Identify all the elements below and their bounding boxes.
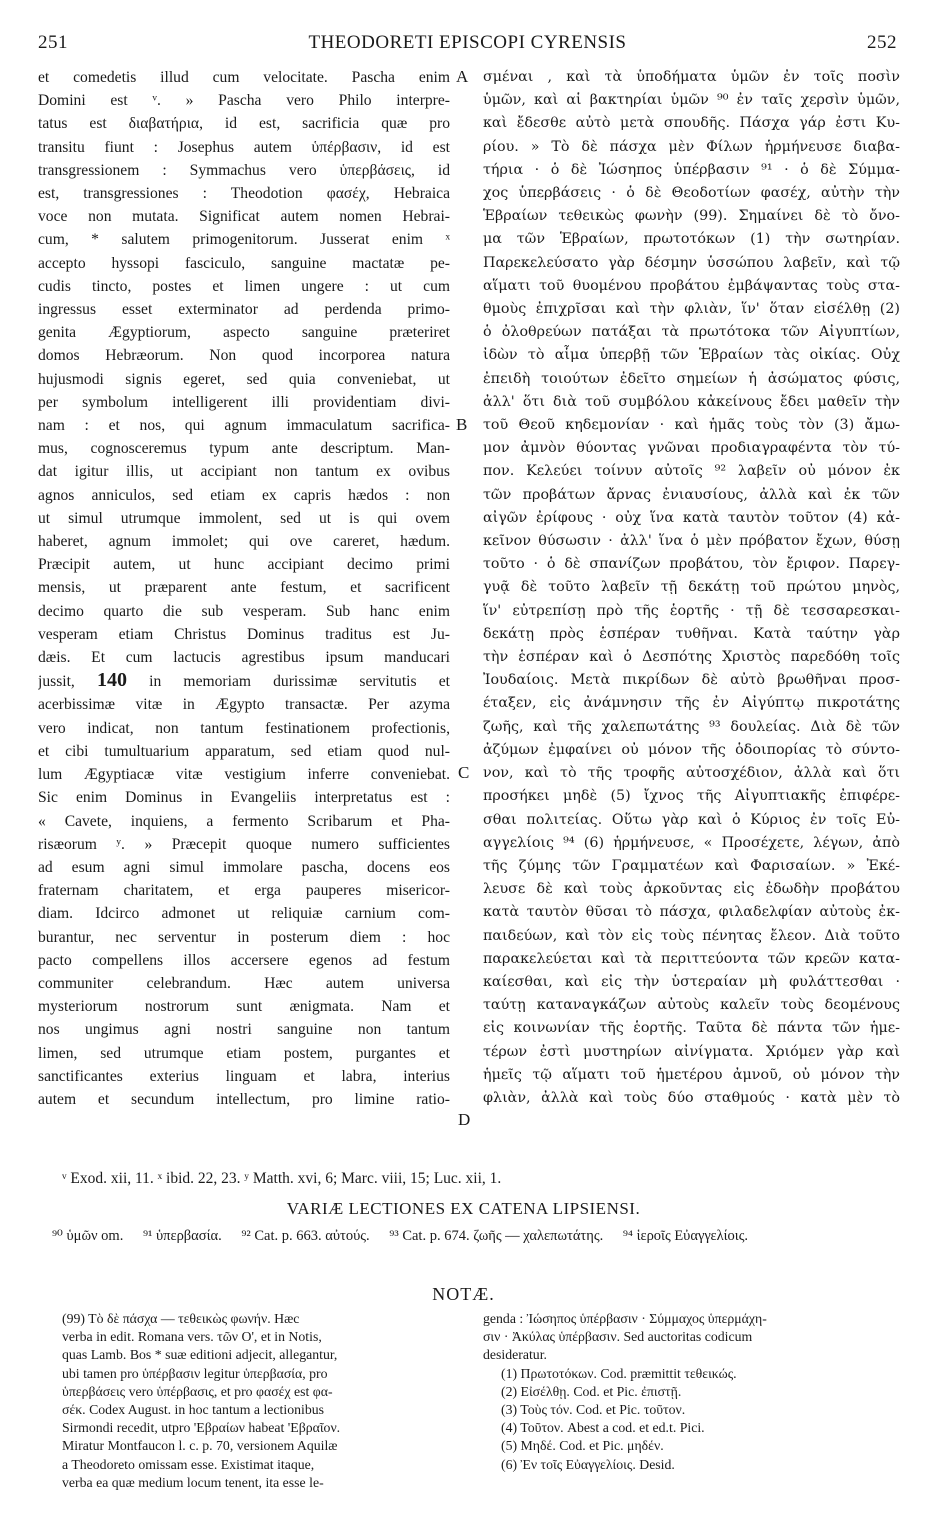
running-head: [38, 32, 897, 56]
variant-reading: ⁹¹ ὑπερβασία.: [142, 1228, 222, 1244]
variae-lectiones-title: VARIÆ LECTIONES EX CATENA LIPSIENSI.: [286, 1199, 641, 1218]
latin-line: genita Ægyptiorum, aspecto sanguine præteriret: [38, 324, 450, 342]
note-list-item: (1) Πρωτοτόκων. Cod. præmittit τεθεικώς.: [501, 1365, 737, 1381]
latin-line: Præcipit autem, ut hunc accipiant decimo primi: [38, 556, 450, 574]
latin-line: voce non mutata. Significat autem nomen Hebrai-: [38, 208, 450, 226]
margin-letter-b: B: [456, 415, 468, 434]
note-line: verba in edit. Romana vers. τῶν Ο', et in Notis,: [62, 1329, 322, 1345]
variae-lectiones: [52, 1226, 900, 1247]
note-list-item: (5) Μηδέ. Cod. et Pic. μηδέν.: [501, 1438, 664, 1454]
greek-line: προσήκει μηδὲ (5) ἴχνος τῆς Αἰγυπτιακῆς ἐπιφέρε-: [483, 788, 900, 805]
latin-line: et cibi tumultuarium apparatum, sed etiam quod nul-: [38, 742, 450, 760]
latin-line: accepto hyssopi fasciculo, sanguine mactatæ pe-: [38, 254, 450, 272]
latin-line: acerbissimæ vitæ in Ægypto transactæ. Per azyma: [38, 696, 450, 714]
greek-line: τέρων ἐστὶ μυστηρίων αἰνίγματα. Χριόμεν γὰρ καὶ: [483, 1043, 900, 1060]
note-line: quas Lamb. Bos * suæ editioni adjecit, allegantur,: [62, 1347, 338, 1363]
latin-line: Domini est ᵛ. » Pascha vero Philo interpre-: [38, 92, 450, 110]
note-line: ubi tamen pro ὑπέρβασιν legitur ὑπερβασία, pro: [62, 1365, 328, 1381]
latin-line: « Cavete, inquiens, a fermento Scribarum et Pha-: [38, 812, 450, 830]
page-title: THEODORETI EPISCOPI CYRENSIS: [308, 32, 627, 53]
latin-line: sanctificantes exterius linguam et labra, interius: [38, 1067, 450, 1085]
latin-line: vesperam etiam Christus Dominus traditus est Ju-: [38, 625, 450, 643]
greek-line: ἡμεῖς τῷ αἵματι τοῦ ἡμετέρου ἀμνοῦ, οὐ μόνον τὴν: [483, 1066, 900, 1083]
latin-line: est, transgressiones : Theodotion φασέχ, Hebraica: [38, 185, 450, 203]
greek-line: τῶν προβάτων ἄρνας ἐνιαυσίους, ἀλλὰ καὶ ἐκ τῶν: [483, 486, 900, 503]
note-list-item: (6) Ἐν τοῖς Εὐαγγελίοις. Desid.: [501, 1456, 675, 1472]
greek-line: σμέναι , καὶ τὰ ὑποδήματα ὑμῶν ἐν τοῖς ποσὶν: [483, 69, 900, 85]
latin-word-jussit: jussit,: [38, 673, 75, 691]
note-line: Miratur Montfaucon l. c. p. 70, versionem Aquilæ: [62, 1438, 338, 1454]
latin-line: limen, sed utrumque etiam postem, purgantes et: [38, 1044, 450, 1062]
greek-line: ρίου. » Τὸ δὲ πάσχα μὲν Φίλων ἡρμήνευσε διαβα-: [483, 138, 900, 155]
latin-line: per symbolum intelligerent illi providentiam divi-: [38, 393, 450, 411]
latin-line: hujusmodi signis egeret, sed quia conveniebat, ut: [38, 370, 450, 388]
greek-line: Ἑβραίων τεθεικὼς φωνὴν (99). Σημαίνει δὲ τὸ ὄνο-: [483, 208, 900, 225]
notae-left-column: [62, 1310, 452, 1492]
greek-line: ζωῆς, καὶ τῆς χαλεπωτάτης ⁹³ δουλείας. Διὰ δὲ τῶν: [483, 718, 900, 735]
greek-line: χος ὑπερβάσεις · ὁ δὲ Θεοδοτίων φασέχ, αὐτὴν τὴν: [483, 185, 900, 202]
greek-line: αἰγῶν ἐρίφους · οὐχ ἵνα κατὰ ταυτὸν τοῦτον (4) κἀ-: [483, 509, 900, 526]
latin-line: burantur, nec serventur in posterum diem : hoc: [38, 928, 450, 946]
latin-line: mus, cognosceremus typum ante descriptum. Man-: [38, 440, 450, 458]
note-line: Sirmondi recedit, utpro 'Εβραίων habeat 'Εβραῖον.: [62, 1420, 341, 1436]
latin-column: [38, 66, 450, 1111]
greek-line: ἀλλ' ὅτι διὰ τοῦ συμβόλου κἀκείνους ἔδει μαθεῖν τὴν: [483, 393, 900, 410]
page-number-right: 252: [867, 32, 897, 53]
greek-line: ἵν' εὐτρεπίσῃ πρὸ τῆς ἑορτῆς · τῇ δὲ τεσσαρεσκαι-: [483, 602, 900, 619]
greek-line: πον. Κελεύει τοίνυν αὐτοῖς ⁹² λαβεῖν οὐ μόνον ἐκ: [483, 463, 900, 480]
greek-line: μα τῶν Ἑβραίων, πρωτοτόκων (1) τὴν σωτηρίαν.: [483, 231, 900, 248]
latin-line: fraternam charitatem, et erga pauperes misericor-: [38, 882, 450, 900]
greek-line: φλιὰν, ἀλλὰ καὶ τοὺς δύο σταθμούς · κατὰ μὲν τὸ: [483, 1089, 900, 1106]
latin-line: Sic enim Dominus in Evangeliis interpretatus est :: [38, 789, 450, 807]
greek-line: καὶ ἔδεσθε αὐτὸ μετὰ σπουδῆς. Πάσχα γάρ ἐστι Κυ-: [483, 115, 900, 132]
latin-line: communiter celebrandum. Hæc autem universa: [38, 974, 450, 992]
latin-line: mensis, ut præparent ante festum, et sacrificent: [38, 579, 450, 597]
greek-line: κεῖνον θύσωσιν · ἀλλ' ἵνα ὁ μὲν πρόβατον ἔχων, θύσῃ: [483, 533, 900, 550]
note-list-item: (3) Τοὺς τόν. Cod. et Pic. τοῦτον.: [501, 1402, 686, 1418]
greek-line: σθαι πολιτείας. Οὕτω γὰρ καὶ ὁ Κύριος ἐν τοῖς Εὐ-: [483, 811, 900, 828]
latin-line: ingressus esset exterminator ad perdenda primo-: [38, 301, 450, 319]
greek-line: ἀζύμων ἐμφαίνει οὐ μόνον τῆς ὁδοιπορίας τὸ σύντο-: [483, 741, 900, 758]
greek-line: λευσε δὲ καὶ τοὺς ἀρκοῦντας εἰς ἐδωδὴν προβάτου: [483, 881, 900, 898]
latin-line: vero indicat, non tantum festinationem profectionis,: [38, 719, 450, 737]
latin-line: agnos anniculos, sed etiam ex capris hædos : non: [38, 486, 450, 504]
greek-line: παρακελεύεται καὶ τὰ περιττεύοντα τῶν κρεῶν κατα-: [483, 950, 900, 967]
notae-right-column: [483, 1310, 899, 1474]
latin-line: decimo quarto die sub vesperam. Sub hanc enim: [38, 602, 450, 620]
latin-line-with-column-number: [38, 669, 450, 693]
variant-reading: ⁹² Cat. p. 663. αὐτούς.: [241, 1228, 370, 1244]
greek-line: νον, καὶ τὸ τῆς τροφῆς αὐτοσχέδιον, ἀλλὰ καὶ ὅτι: [483, 765, 900, 782]
latin-line: et comedetis illud cum velocitate. Pascha enim: [38, 69, 450, 86]
page-number-left: 251: [38, 32, 68, 53]
note-list-item: (4) Τοῦτον. Abest a cod. et ed.t. Pici.: [501, 1420, 705, 1436]
greek-line: τὴν ἑσπέραν καὶ ὁ Δεσπότης Χριστὸς παρεδόθη τοῖς: [483, 649, 900, 666]
greek-line: Παρεκελεύσατο γὰρ δέσμην ὑσσώπου λαβεῖν, καὶ τῷ: [483, 254, 900, 271]
note-line: σιν · Ἀκύλας ὑπέρβασιν. Sed auctoritas codicum: [483, 1329, 753, 1345]
note-line: desideratur.: [483, 1347, 547, 1363]
greek-line: αγγελίοις ⁹⁴ (6) ἡρμήνευσε, « Προσέχετε, λέγων, ἀπὸ: [483, 834, 900, 851]
margin-letter-a: A: [456, 67, 469, 86]
greek-line: γυᾷ δὲ τοῦτο λαβεῖν τῇ δεκάτῃ τοῦ πρώτου μηνὸς,: [483, 579, 900, 596]
greek-line: δεκάτῃ πρὸς ἑσπέραν τυθῆναι. Κατὰ ταύτην γὰρ: [483, 625, 900, 642]
greek-line: ἰδὼν τὸ αἷμα ὑπερβῇ τῶν Ἑβραίων τὰς οἰκίας. Οὐχ: [483, 347, 900, 364]
latin-line: nam : et nos, qui agnum immaculatum sacrifica-: [38, 417, 450, 435]
latin-line: risæorum ʸ. » Præcepit quoque numero sufficientes: [38, 835, 450, 853]
latin-line-rest: in memoriam durissimæ servitutis et: [149, 673, 450, 691]
variant-reading: ⁹⁴ ἱεροῖς Εὐαγγελίοις.: [622, 1228, 749, 1244]
greek-line: ὁ ὀλοθρεύων πατάξαι τὰ πρωτότοκα τῶν Αἰγυπτίων,: [483, 324, 900, 341]
variant-reading: ⁹³ Cat. p. 674. ζωῆς — χαλεπωτάτης.: [389, 1228, 604, 1244]
latin-line: mysteriorum nostrorum sunt ænigmata. Nam et: [38, 998, 450, 1016]
latin-line: transgressionem : Symmachus vero ὑπερβάσεις, id: [38, 161, 450, 179]
greek-line: αἵματι τοῦ θυομένου προβάτου ἐμβάψαντας τοὺς στα-: [483, 277, 900, 294]
latin-line: tatus est διαβατήρια, id est, sacrificia quæ pro: [38, 115, 450, 133]
margin-letter-d: D: [458, 1110, 471, 1129]
note-line: a Theodoreto omissam esse. Existimat itaque,: [62, 1456, 315, 1472]
greek-line: Ἰουδαίοις. Μετὰ πικρίδων δὲ αὐτὸ βρωθῆναι προσ-: [483, 672, 900, 689]
latin-line: cum, * salutem primogenitorum. Jusserat enim ˣ: [38, 231, 450, 249]
note-list-item: (2) Εἰσέλθῃ. Cod. et Pic. ἐπιστῇ.: [501, 1383, 682, 1399]
latin-line: transitu fiunt : Josephus autem ὑπέρβασιν, id est: [38, 138, 450, 156]
note-line: σέκ. Codex August. in hoc tantum a lectionibus: [62, 1402, 324, 1418]
latin-line: autem et secundum intellectum, pro limine ratio-: [38, 1090, 450, 1108]
greek-line: ὑμῶν, καὶ αἱ βακτηρίαι ὑμῶν ⁹⁰ ἐν ταῖς χερσὶν ὑμῶν,: [483, 92, 900, 109]
greek-line: παιδεύων, καὶ τὸν εἰς τοὺς πένητας ἔλεον. Διὰ τοῦτο: [483, 927, 900, 944]
greek-line: κατὰ ταυτὸν θῦσαι τὸ πάσχα, φιλαδελφίαν αὐτοὺς ἐκ-: [483, 904, 900, 921]
latin-line: dat igitur illis, ut accipiant non tantum ex ovibus: [38, 463, 450, 481]
latin-line: ad esum agni simul immolare pascha, docens eos: [38, 858, 450, 876]
latin-line: ut simul utrumque immolent, sed ut is qui ovem: [38, 509, 450, 527]
note-line: (99) Τὸ δὲ πάσχα — τεθεικὼς φωνήν. Hæc: [62, 1311, 300, 1326]
greek-line: τοῦτο · ὁ δὲ σπανίζων προβάτου, τὸν ἔριφον. Παρεγ-: [483, 556, 900, 573]
margin-letter-c: C: [458, 763, 470, 782]
greek-line: μον ἀμνὸν θύοντας γνῶναι προδιαγραφέντα τὸν τύ-: [483, 440, 900, 457]
greek-line: θμοὺς ἐπιχρῖσαι καὶ τὴν φλιὰν, ἵν' ὅταν εἰσέλθῃ (2): [483, 301, 900, 318]
column-number: 140: [97, 669, 127, 692]
latin-line: pacto compellens illos accersere egenos ad festum: [38, 951, 450, 969]
greek-line: ἐπειδὴ τοιούτων ἐδεῖτο σημείων ἡ ἀσώματος φύσις,: [483, 370, 900, 387]
note-line: verba ea quæ medium locum tenent, ita esse le-: [62, 1474, 324, 1490]
greek-column: [483, 66, 900, 1110]
greek-line: τῆς ζύμης τῶν Γραμματέων καὶ Φαρισαίων. » Ἐκέ-: [483, 857, 900, 874]
note-line: ὑπερβάσεις vero ὑπέρβασις, et pro φασέχ est φα-: [62, 1383, 333, 1399]
greek-line: καίεσθαι, καὶ εἰς τὴν ὑστεραίαν μὴ φυλάττεσθαι ·: [483, 973, 900, 990]
variant-reading: ⁹⁰ ὑμῶν om.: [52, 1228, 124, 1244]
notae-title: NOTÆ.: [432, 1284, 495, 1304]
greek-line: τήρια · ὁ δὲ Ἰώσηπος ὑπέρβασιν ⁹¹ · ὁ δὲ Σύμμα-: [483, 161, 900, 178]
latin-line: diam. Idcirco admonet ut reliquiæ carnium com-: [38, 905, 450, 923]
scripture-footnotes: ᵛ Exod. xii, 11. ˣ ibid. 22, 23. ʸ Matth. xvi, 6; Marc. viii, 15; Luc. xii, 1.: [62, 1170, 502, 1187]
latin-line: dæis. Et cum lactucis agrestibus ipsum manducari: [38, 649, 450, 667]
latin-line: domos Hebræorum. Non quod incorporea natura: [38, 347, 450, 365]
greek-line: ταύτῃ καταναγκάζων αὐτοὺς καλεῖν τοὺς δεομένους: [483, 997, 900, 1014]
latin-line: nos ungimus agni nostri sanguine non tantum: [38, 1021, 450, 1039]
greek-line: τοῦ Θεοῦ κηδεμονίαν · καὶ ἡμᾶς τοὺς τὸν (3) ἄμω-: [483, 417, 900, 434]
greek-line: έταξεν, εἰς ἀνάμνησιν τῆς ἐν Αἰγύπτῳ πικροτάτης: [483, 695, 900, 712]
latin-line: cudis tincto, postes et limen ungere : ut cum: [38, 277, 450, 295]
latin-line: lum Ægyptiacæ vitæ vestigium inferre conveniebat.: [38, 766, 450, 784]
latin-line: haberet, agnum immolet; qui ove careret, hædum.: [38, 533, 450, 551]
greek-line: εἰς κοινωνίαν τῆς ἑορτῆς. Ταῦτα δὲ πάντα τῶν ἡμε-: [483, 1020, 900, 1037]
note-line: genda : Ἰώσηπος ὑπέρβασιν · Σύμμαχος ὑπερμάχη-: [483, 1311, 767, 1326]
